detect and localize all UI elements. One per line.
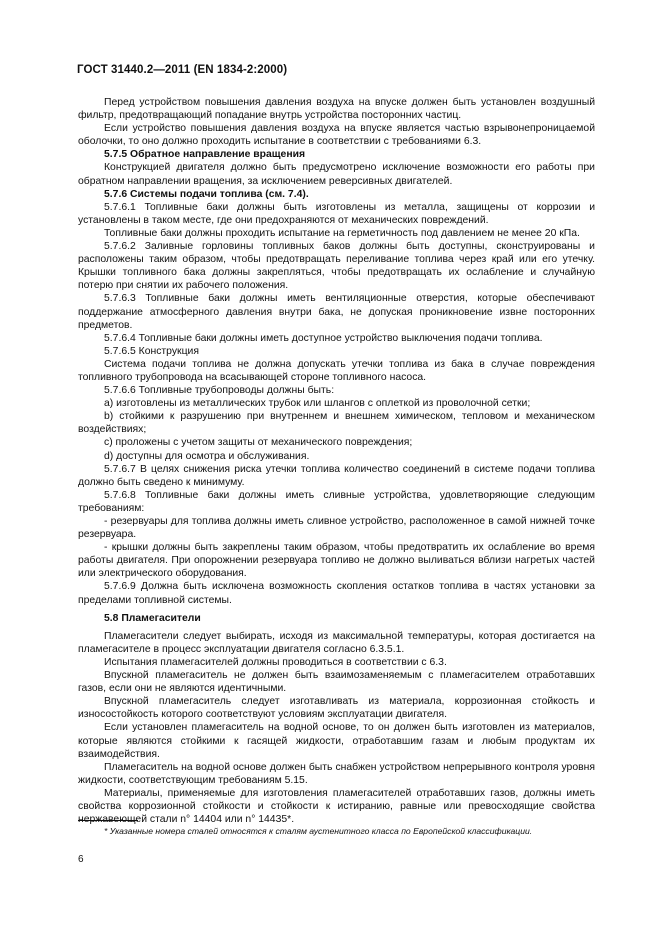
paragraph: Впускной пламегаситель следует изготавливать из материала, коррозионная стойкость и износостойкость которого соответствуют условиям эксплуатации двигателя. — [78, 696, 595, 721]
paragraph: Пламегасители следует выбирать, исходя из максимальной температуры, которая достигается на пламегасителе в процесс эксплуатации двигателя согласно 6.3.5.1. — [78, 630, 595, 655]
list-item: d) доступны для осмотра и обслуживания. — [104, 450, 310, 462]
paragraph: Система подачи топлива не должна допускать утечки топлива из бака в случае повреждения топливного трубопровода на всасывающей стороне топливного насоса. — [78, 358, 595, 383]
paragraph: Конструкцией двигателя должно быть предусмотрено исключение возможности его работы при обратном направлении вращения, за исключением реверсивных двигателей. — [78, 162, 595, 187]
list-item: - крышки должны быть закреплены таким образом, чтобы предотвратить их ослабление во время работы двигателя. При опорожнении резервуара топливо не должно выливаться вблизи нагретых частей или электрического оборудования. — [78, 542, 595, 580]
section-heading: 5.7.6 Системы подачи топлива (см. 7.4). — [104, 188, 309, 200]
paragraph: 5.7.6.2 Заливные горловины топливных баков должны быть доступны, сконструированы и расположены таким образом, чтобы предотвращать переливание топлива через край или его утечку. Крышки топливного бака должны закрепляться, чтобы предотвращать их ослабление и случайную потерю при снятии их рабочего положения. — [78, 241, 595, 292]
footnote-separator — [78, 820, 138, 821]
paragraph: 5.7.6.7 В целях снижения риска утечки топлива количество соединений в системе подачи топлива должно быть сведено к минимуму. — [78, 463, 595, 488]
list-item: c) проложены с учетом защиты от механического повреждения; — [104, 437, 413, 449]
paragraph: Перед устройством повышения давления воздуха на впуске должен быть установлен воздушный фильтр, предотвращающий попадание внутрь устройства посторонних частиц. — [78, 97, 595, 122]
paragraph: 5.7.6.1 Топливные баки должны быть изготовлены из металла, защищены от коррозии и установлены в таком месте, где они предохраняются от механических повреждений. — [78, 201, 595, 226]
paragraph: 5.7.6.6 Топливные трубопроводы должны быть: — [104, 385, 335, 397]
section-heading: 5.8 Пламегасители — [104, 612, 201, 624]
paragraph: 5.7.6.5 Конструкция — [104, 345, 199, 357]
paragraph: Пламегаситель на водной основе должен быть снабжен устройством непрерывного контроля уровня жидкости, соответствующим требованиям 5.15. — [78, 761, 595, 786]
document-header: ГОСТ 31440.2—2011 (EN 1834-2:2000) — [77, 64, 288, 76]
paragraph: 5.7.6.9 Должна быть исключена возможность скопления остатков топлива в частях установки за пределами топливной системы. — [78, 581, 595, 606]
paragraph: Топливные баки должны проходить испытание на герметичность под давлением не менее 20 кПа. — [104, 227, 580, 239]
paragraph: 5.7.6.4 Топливные баки должны иметь доступное устройство выключения подачи топлива. — [104, 332, 543, 344]
paragraph: Если устройство повышения давления воздуха на впуске является частью взрывонепроницаемой оболочки, то оно должно проходить испытание в соответствии с требованиями 6.3. — [78, 123, 595, 148]
paragraph: 5.7.6.3 Топливные баки должны иметь вентиляционные отверстия, которые обеспечивают поддержание атмосферного давления внутри бака, не допуская проникновение извне посторонних предметов. — [78, 293, 595, 331]
list-item: - резервуары для топлива должны иметь сливное устройство, расположенное в самой нижней точке резервуара. — [78, 516, 595, 541]
footnote: * Указанные номера сталей относятся к сталям аустенитного класса по Европейской классификации. — [104, 826, 533, 836]
paragraph: 5.7.6.8 Топливные баки должны иметь сливные устройства, удовлетворяющие следующим требованиям: — [78, 489, 595, 514]
document-body — [78, 96, 595, 826]
paragraph: Если установлен пламегаситель на водной основе, то он должен быть изготовлен из материалов, которые являются стойкими к гасящей жидкости, отработавшим газам и любым продуктам их взаимодействия. — [78, 722, 595, 760]
page-number: 6 — [78, 854, 84, 865]
paragraph: Испытания пламегасителей должны проводиться в соответствии с 6.3. — [104, 656, 447, 668]
list-item: a) изготовлены из металлических трубок или шлангов с оплеткой из проволочной сетки; — [104, 398, 531, 410]
list-item: b) стойкими к разрушению при внутреннем и внешнем химическом, тепловом и механическом воздействиях; — [78, 411, 595, 436]
paragraph: Материалы, применяемые для изготовления пламегасителей отработавших газов, должны иметь свойства коррозионной стойкости и стойкости к истиранию, равные или превосходящие свойства нержавеющей стали n° 14404 или n° 14435*. — [78, 787, 595, 826]
section-heading: 5.7.5 Обратное направление вращения — [104, 149, 306, 161]
paragraph: Впускной пламегаситель не должен быть взаимозаменяемым с пламегасителем отработавших газов, если они не являются идентичными. — [78, 670, 595, 695]
